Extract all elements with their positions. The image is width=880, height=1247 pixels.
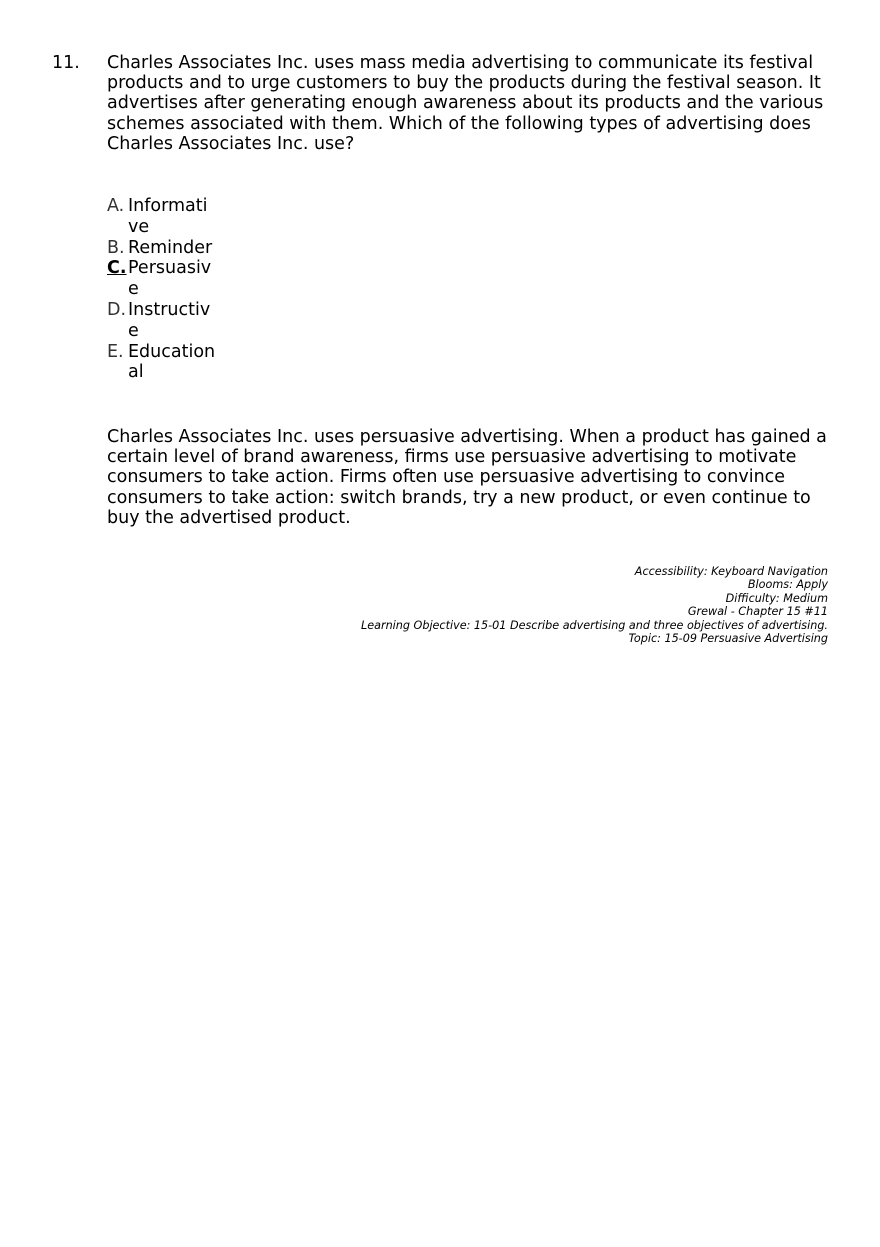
option-b: [107, 238, 237, 259]
option-letter: A.: [107, 196, 125, 216]
option-text: Reminder: [128, 237, 213, 258]
option-letter: E.: [107, 341, 124, 362]
meta-learning-objective: Learning Objective: 15-01 Describe advertising and three objectives of advertising.: [361, 618, 828, 632]
option-text: Educational: [128, 341, 216, 383]
meta-blooms: Blooms: Apply: [747, 578, 828, 592]
question-number: 11.: [52, 53, 80, 73]
answer-options: [107, 196, 237, 383]
question-metadata: [361, 565, 828, 645]
meta-chapter: Grewal - Chapter 15 #11: [687, 605, 828, 619]
option-a: [107, 196, 237, 238]
meta-accessibility: Accessibility: Keyboard Navigation: [634, 565, 828, 578]
option-c: [107, 258, 237, 300]
option-e: [107, 342, 237, 384]
option-letter: D.: [107, 299, 127, 320]
option-text: Informative: [128, 196, 208, 237]
option-text: Persuasive: [128, 258, 212, 300]
option-d: [107, 300, 237, 342]
meta-difficulty: Difficulty: Medium: [725, 591, 828, 605]
option-text: Instructive: [128, 299, 211, 341]
meta-topic: Topic: 15-09 Persuasive Advertising: [628, 632, 828, 646]
option-letter: B.: [107, 237, 125, 258]
option-letter-correct: C.: [107, 258, 127, 279]
answer-explanation: Charles Associates Inc. uses persuasive advertising. When a product has gained a certain level of brand awareness, firms use persuasive advertising to motivate consumers to take action. Firms often use persuasive advertising to convince consumers to take action: switch brands, try a new product, or even continue to buy the advertised product.: [107, 427, 827, 528]
question-text: Charles Associates Inc. uses mass media advertising to communicate its festival products and to urge customers to buy the products during the festival season. It advertises after generating enough awareness about its products and the various schemes associated with them. Which of the following types of advertising does Charles Associates Inc. use?: [107, 53, 824, 154]
